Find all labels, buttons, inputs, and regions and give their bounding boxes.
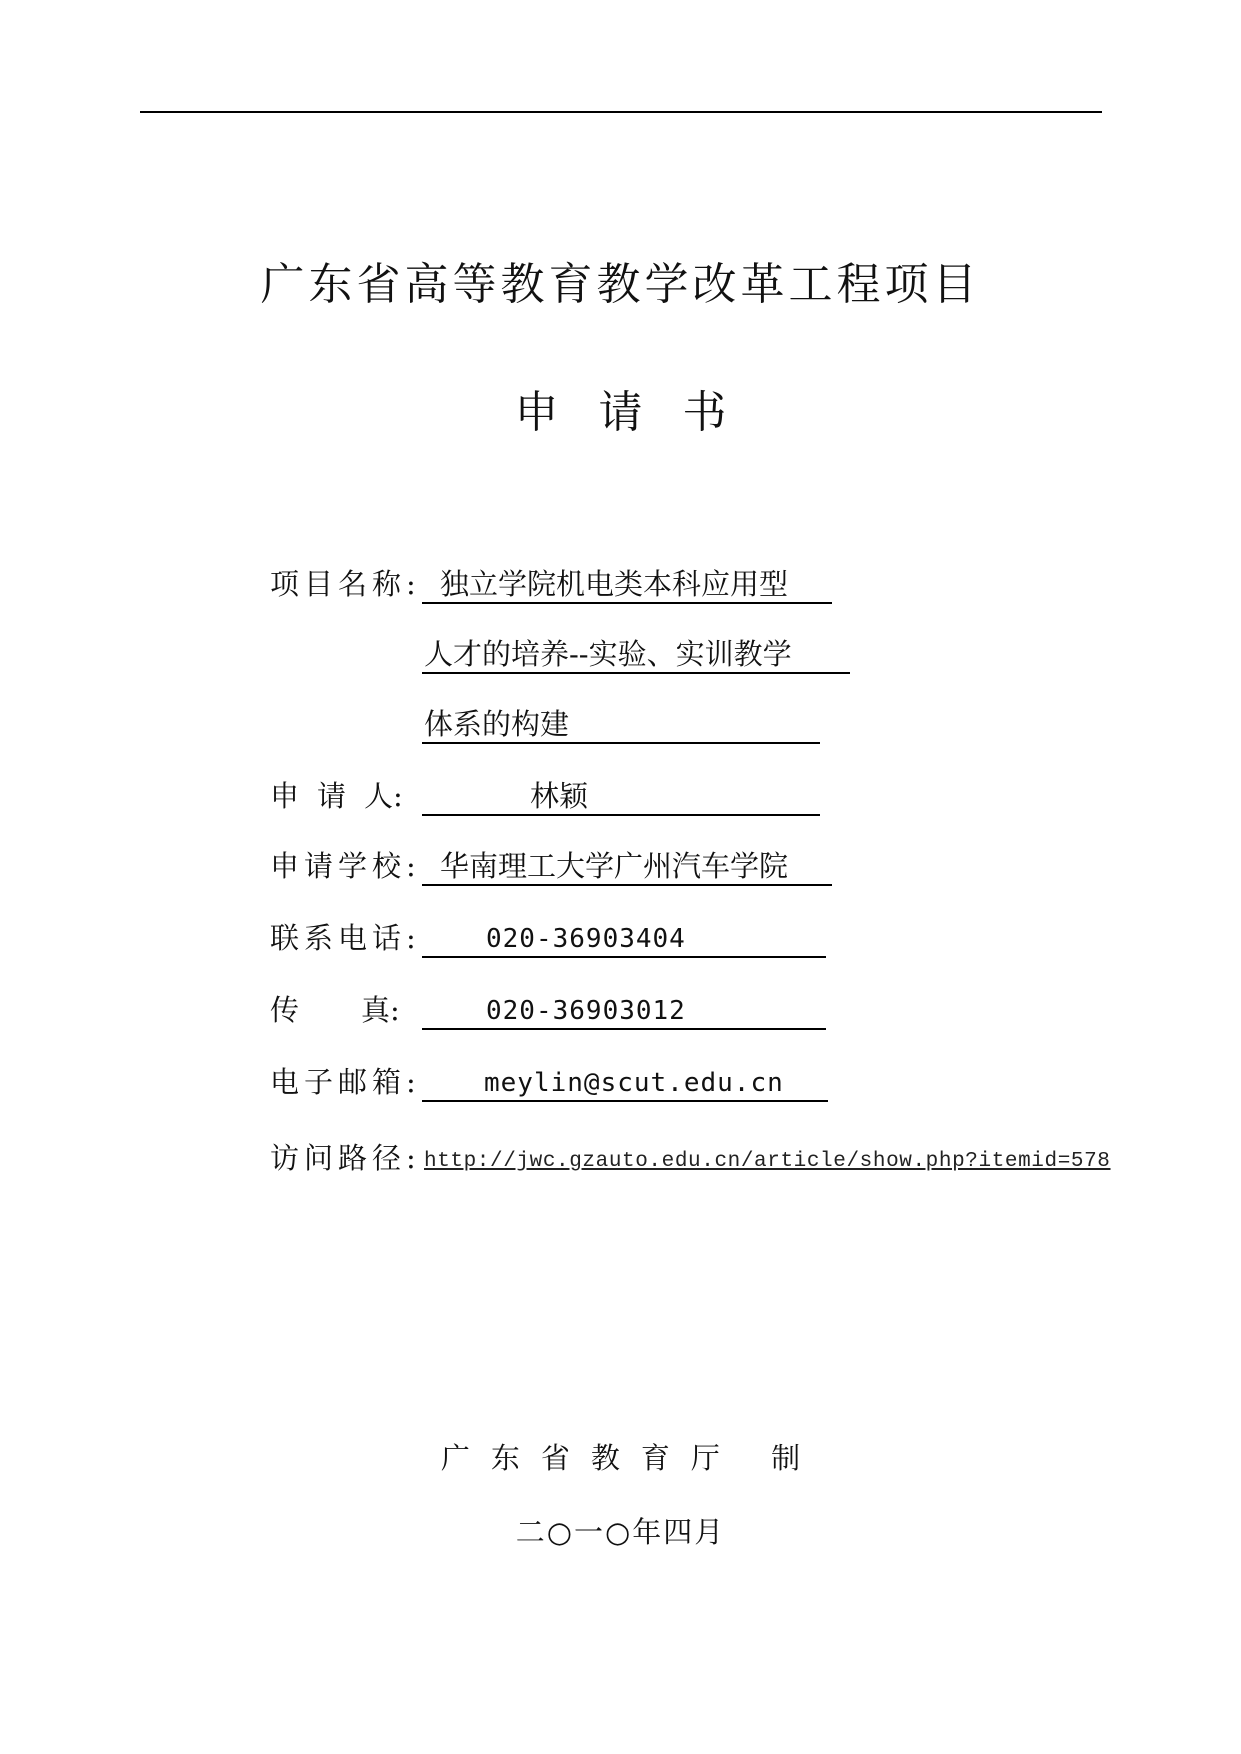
project-name-underline-1 <box>422 602 832 604</box>
project-name-label: 项目名称: <box>270 567 421 601</box>
document-subtitle: 申请书 <box>514 387 767 438</box>
fax-label-char-2: 真: <box>361 993 400 1027</box>
applicant-underline <box>422 814 820 816</box>
phone-value: 020-36903404 <box>486 924 686 954</box>
url-label: 访问路径: <box>270 1141 421 1175</box>
school-label: 申请学校: <box>270 849 421 883</box>
top-rule <box>140 111 1102 113</box>
fax-label <box>270 993 400 1027</box>
applicant-value: 林颖 <box>530 779 589 813</box>
school-value: 华南理工大学广州汽车学院 <box>440 849 789 883</box>
project-name-underline-3 <box>422 742 820 744</box>
phone-label: 联系电话: <box>270 921 421 955</box>
project-name-line-1: 独立学院机电类本科应用型 <box>440 567 789 601</box>
issue-date: 二○一○年四月 <box>515 1515 726 1549</box>
fax-label-char-1: 传 <box>270 993 300 1027</box>
email-label: 电子邮箱: <box>270 1065 421 1099</box>
applicant-label-char-1: 申 <box>270 779 300 813</box>
fax-underline <box>422 1028 826 1030</box>
applicant-label-char-2: 请 <box>317 779 347 813</box>
applicant-label-char-3: 人: <box>364 779 403 813</box>
issuer: 广东省教育厅 制 <box>440 1441 822 1475</box>
email-underline <box>422 1100 828 1102</box>
url-link[interactable]: http://jwc.gzauto.edu.cn/article/show.php?itemid=578 <box>424 1150 1111 1173</box>
document-title: 广东省高等教育教学改革工程项目 <box>260 259 981 310</box>
phone-underline <box>422 956 826 958</box>
project-name-line-3: 体系的构建 <box>424 707 570 741</box>
email-value[interactable]: meylin@scut.edu.cn <box>484 1068 784 1098</box>
fax-value: 020-36903012 <box>486 996 686 1026</box>
school-underline <box>422 884 832 886</box>
project-name-line-2: 人才的培养--实验、实训教学 <box>424 637 792 671</box>
applicant-label <box>270 779 403 813</box>
project-name-underline-2 <box>422 672 850 674</box>
